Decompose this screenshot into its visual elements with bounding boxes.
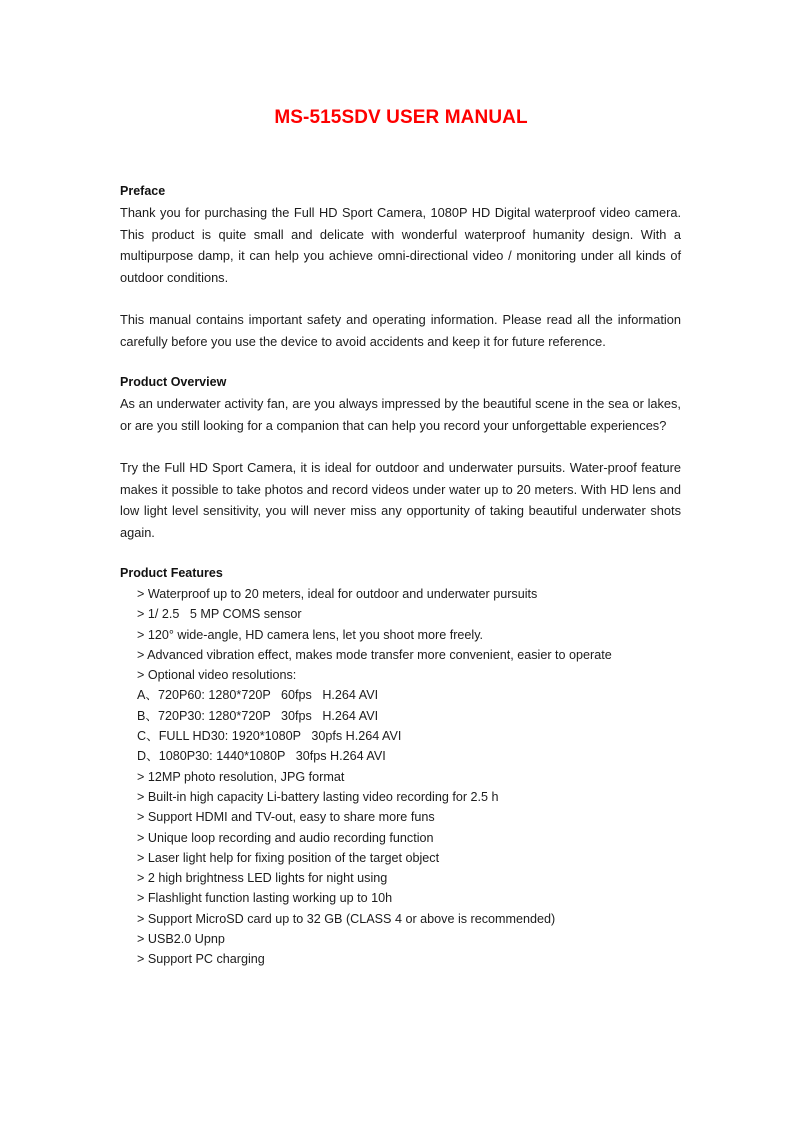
resolution-item: C、FULL HD30: 1920*1080P 30pfs H.264 AVI [137,729,402,744]
document-body [120,183,681,970]
product-overview-paragraph-2: Try the Full HD Sport Camera, it is ideal for outdoor and underwater pursuits. Water-proof feature makes it possible to take photos and record videos under water up to 20 meters. With HD lens and low light level sensitivity, you will never miss any opportunity of taking beautiful underwater shots again. [120,460,681,540]
feature-item: > Waterproof up to 20 meters, ideal for outdoor and underwater pursuits [137,587,538,601]
preface-paragraph-1: Thank you for purchasing the Full HD Sport Camera, 1080P HD Digital waterproof video camera. This product is quite small and delicate with wonderful waterproof humanity design. With a multipurpose damp, it can help you achieve omni-directional video / monitoring under all kinds of outdoor conditions. [120,205,681,285]
feature-list [120,584,681,970]
feature-item: > Unique loop recording and audio recording function [137,830,434,845]
feature-item: > Built-in high capacity Li-battery lasting video recording for 2.5 h [137,789,499,804]
page-title: MS-515SDV USER MANUAL [274,107,528,128]
section-product-features [120,565,681,970]
feature-item: > Advanced vibration effect, makes mode transfer more convenient, easier to operate [137,647,612,662]
preface-paragraph-2: This manual contains important safety and operating information. Please read all the information carefully before you use the device to avoid accidents and keep it for future reference. [120,312,681,349]
feature-item: > Flashlight function lasting working up to 10h [137,891,393,906]
feature-item: > Optional video resolutions: [137,668,297,683]
feature-item: > 12MP photo resolution, JPG format [137,769,345,784]
product-features-heading: Product Features [120,566,223,580]
feature-item: > Laser light help for fixing position of the target object [137,850,440,865]
feature-item: > USB2.0 Upnp [137,932,225,947]
section-preface [120,183,681,352]
product-overview-heading: Product Overview [120,375,227,389]
resolution-item: D、1080P30: 1440*1080P 30fps H.264 AVI [137,749,386,764]
preface-heading: Preface [120,184,166,198]
feature-item: > 1/ 2.5 5 MP COMS sensor [137,607,302,622]
feature-item: > Support HDMI and TV-out, easy to share more funs [137,810,435,825]
feature-item: > 2 high brightness LED lights for night using [137,871,388,886]
resolution-item: B、720P30: 1280*720P 30fps H.264 AVI [137,708,379,723]
resolution-item: A、720P60: 1280*720P 60fps H.264 AVI [137,688,379,703]
feature-item: > Support PC charging [137,952,265,967]
feature-item: > 120° wide-angle, HD camera lens, let you shoot more freely. [137,627,484,642]
section-product-overview [120,374,681,543]
product-overview-paragraph-1: As an underwater activity fan, are you always impressed by the beautiful scene in the sea or lakes, or are you still looking for a companion that can help you record your unforgettable experiences? [120,396,681,433]
feature-item: > Support MicroSD card up to 32 GB (CLASS 4 or above is recommended) [137,911,556,926]
